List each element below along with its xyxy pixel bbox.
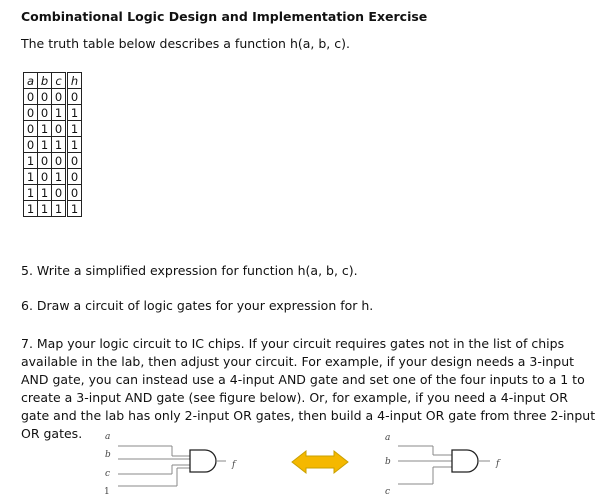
and-gate-icon xyxy=(452,450,478,472)
label-one: 1 xyxy=(104,487,110,497)
header-h: h xyxy=(67,73,82,89)
cell: 1 xyxy=(38,121,52,137)
cell: 1 xyxy=(38,137,52,153)
and-gate-icon xyxy=(190,450,216,472)
cell: 0 xyxy=(24,105,38,121)
cell: 0 xyxy=(67,169,82,185)
label-b: b xyxy=(385,457,391,467)
cell: 0 xyxy=(67,185,82,201)
cell: 0 xyxy=(52,121,67,137)
cell: 0 xyxy=(24,137,38,153)
cell: 1 xyxy=(24,169,38,185)
cell: 0 xyxy=(52,185,67,201)
cell: 0 xyxy=(52,153,67,169)
cell: 0 xyxy=(24,89,38,105)
header-a: a xyxy=(24,73,38,89)
header-b: b xyxy=(38,73,52,89)
question-5: 5. Write a simplified expression for function h(a, b, c). xyxy=(21,263,358,278)
cell: 1 xyxy=(38,201,52,217)
cell: 1 xyxy=(38,185,52,201)
cell: 0 xyxy=(38,89,52,105)
cell: 1 xyxy=(67,201,82,217)
label-b: b xyxy=(105,450,111,460)
question-6: 6. Draw a circuit of logic gates for your expression for h. xyxy=(21,298,374,313)
cell: 1 xyxy=(24,185,38,201)
cell: 0 xyxy=(52,89,67,105)
cell: 1 xyxy=(24,153,38,169)
label-f: f xyxy=(496,459,500,469)
intro-text: The truth table below describes a function h(a, b, c). xyxy=(21,36,350,51)
cell: 0 xyxy=(38,169,52,185)
question-7: 7. Map your logic circuit to IC chips. If your circuit requires gates not in the list of chips available in the lab, then adjust your circuit. For example, if your design needs a 3-input AND gate, you can instead use a 4-input AND gate and set one of the four inputs to a 1 to create a 3-input AND gate (see figure below). Or, for example, if you need a 4-input OR gate and the lab has only 2-input OR gates, then build a 4-input OR gate from three 2-input OR gates. xyxy=(21,336,596,441)
cell: 0 xyxy=(38,153,52,169)
cell: 1 xyxy=(52,137,67,153)
cell: 1 xyxy=(67,105,82,121)
four-input-and-gate xyxy=(118,446,226,486)
cell: 0 xyxy=(67,89,82,105)
cell: 0 xyxy=(38,105,52,121)
page-title: Combinational Logic Design and Implementation Exercise xyxy=(21,9,428,24)
label-a: a xyxy=(385,433,391,443)
cell: 1 xyxy=(52,169,67,185)
cell: 1 xyxy=(52,105,67,121)
cell: 1 xyxy=(67,121,82,137)
label-a: a xyxy=(105,432,111,442)
cell: 0 xyxy=(24,121,38,137)
cell: 1 xyxy=(52,201,67,217)
double-arrow-icon xyxy=(292,451,348,473)
cell: 0 xyxy=(67,153,82,169)
cell: 1 xyxy=(67,137,82,153)
label-c: c xyxy=(105,469,111,479)
label-c: c xyxy=(385,487,391,497)
label-f: f xyxy=(232,460,236,470)
header-c: c xyxy=(52,73,67,89)
cell: 1 xyxy=(24,201,38,217)
three-input-and-gate xyxy=(398,446,490,484)
